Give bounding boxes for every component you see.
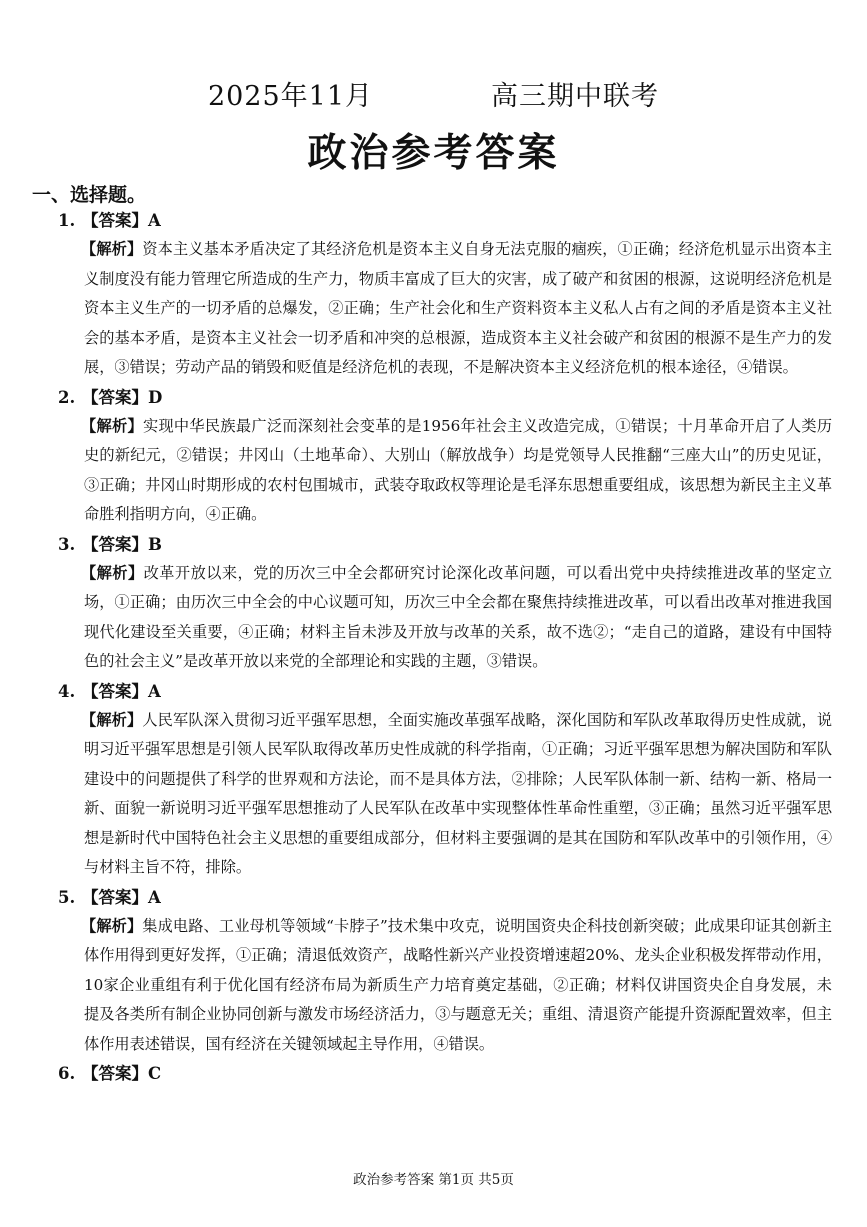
answer-line — [58, 530, 867, 559]
analysis-label: 【解析】 — [81, 416, 143, 435]
analysis-text: 资本主义基本矛盾决定了其经济危机是资本主义自身无法克服的痼疾，①正确；经济危机显示出资本主义制度没有能力管理它所造成的生产力，物质丰富成了巨大的灾害，成了破产和贫困的根源，这说明经济危机是资本主义生产的一切矛盾的总爆发，②正确；生产社会化和生产资料资本主义私人占有之间的矛盾是资本主义社会的基本矛盾，是资本主义社会一切矛盾和冲突的总根源，造成资本主义社会破产和贫困的根源不是生产力的发展，③错误；劳动产品的销毁和贬值是经济危机的表现，不是解决资本主义经济危机的根本途径，④错误。 — [84, 240, 833, 376]
document-title: 政治参考答案 — [307, 130, 560, 176]
answer-label: 【答案】 — [82, 534, 148, 554]
analysis-label: 【解析】 — [81, 563, 144, 582]
answer-value: B — [148, 534, 162, 554]
exam-header — [0, 74, 867, 113]
answer-value: A — [148, 681, 161, 701]
answer-value: D — [148, 387, 163, 407]
answer-line — [58, 883, 867, 912]
answer-value: A — [148, 887, 161, 907]
question-number: 2. — [58, 387, 76, 407]
question-number: 3. — [58, 534, 76, 554]
question-1 — [0, 206, 867, 383]
question-number: 4. — [58, 681, 76, 701]
analysis-label: 【解析】 — [81, 710, 143, 729]
analysis-paragraph — [81, 559, 833, 677]
analysis-text: 集成电路、工业母机等领域“卡脖子”技术集中攻克，说明国资央企科技创新突破；此成果印证其创新主体作用得到更好发挥，①正确；清退低效资产，战略性新兴产业投资增速超20%、龙头企业积极发挥带动作用，10家企业重组有利于优化国有经济布局为新质生产力培育奠定基础，②正确；材料仅讲国资央企自身发展，未提及各类所有制企业协同创新与激发市场经济活力，③与题意无关；重组、清退资产能提升资源配置效率，但主体作用表述错误，国有经济在关键领域起主导作用，④错误。 — [84, 916, 833, 1053]
exam-date: 2025年11月 — [207, 81, 374, 112]
question-4 — [0, 677, 867, 883]
analysis-paragraph — [81, 706, 833, 883]
question-number: 5. — [58, 887, 76, 907]
answer-line — [58, 1059, 867, 1088]
analysis-paragraph — [81, 235, 833, 383]
answer-label: 【答案】 — [82, 681, 148, 701]
analysis-text: 人民军队深入贯彻习近平强军思想，全面实施改革强军战略，深化国防和军队改革取得历史性成就，说明习近平强军思想是引领人民军队取得改革历史性成就的科学指南，①正确；习近平强军思想为解决国防和军队建设中的问题提供了科学的世界观和方法论，而不是具体方法，②排除；人民军队体制一新、结构一新、格局一新、面貌一新说明习近平强军思想推动了人民军队在改革中实现整体性革命性重塑，③正确；虽然习近平强军思想是新时代中国特色社会主义思想的重要组成部分，但材料主要强调的是其在国防和军队改革中的引领作用，④与材料主旨不符，排除。 — [84, 710, 833, 876]
answer-label: 【答案】 — [82, 211, 148, 230]
question-2 — [0, 383, 867, 530]
question-number: 6. — [58, 1064, 76, 1083]
page-footer: 政治参考答案 第1页 共5页 — [353, 1172, 514, 1188]
question-6 — [0, 1059, 867, 1088]
question-number: 1. — [58, 211, 76, 230]
section-title: 一、选择题。 — [32, 184, 147, 206]
question-3 — [0, 530, 867, 677]
question-5 — [0, 883, 867, 1060]
answer-value: A — [148, 211, 161, 230]
exam-name: 高三期中联考 — [491, 81, 660, 112]
answer-label: 【答案】 — [82, 1064, 148, 1083]
analysis-paragraph — [81, 912, 833, 1060]
answer-value: C — [148, 1064, 162, 1083]
answer-label: 【答案】 — [82, 387, 148, 407]
questions-list — [0, 206, 867, 1088]
analysis-label: 【解析】 — [81, 240, 143, 258]
analysis-paragraph — [81, 412, 833, 530]
answer-line — [58, 383, 867, 412]
answer-label: 【答案】 — [82, 887, 148, 907]
answer-line — [58, 677, 867, 706]
analysis-text: 改革开放以来，党的历次三中全会都研究讨论深化改革问题，可以看出党中央持续推进改革的坚定立场，①正确；由历次三中全会的中心议题可知，历次三中全会都在聚焦持续推进改革，可以看出改革对推进我国现代化建设至关重要，④正确；材料主旨未涉及开放与改革的关系，故不选②；“走自己的道路，建设有中国特色的社会主义”是改革开放以来党的全部理论和实践的主题，③错误。 — [84, 563, 833, 670]
analysis-label: 【解析】 — [81, 916, 143, 935]
answer-line — [58, 206, 867, 235]
analysis-text: 实现中华民族最广泛而深刻社会变革的是1956年社会主义改造完成，①错误；十月革命开启了人类历史的新纪元，②错误；井冈山（土地革命）、大别山（解放战争）均是党领导人民推翻“三座大山”的历史见证，③正确；井冈山时期形成的农村包围城市，武装夺取政权等理论是毛泽东思想重要组成，该思想为新民主主义革命胜利指明方向，④正确。 — [84, 416, 833, 523]
